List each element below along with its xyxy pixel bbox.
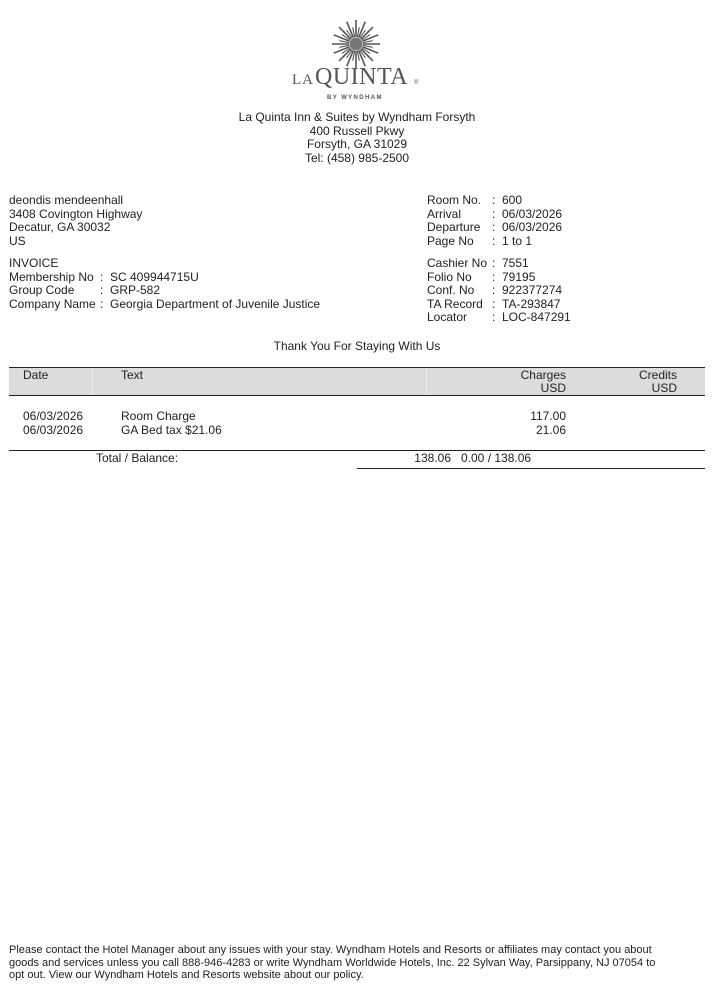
- col-header-charges-label: Charges: [520, 368, 566, 382]
- info-label: Membership No: [9, 269, 94, 284]
- col-header-date: Date: [23, 368, 49, 382]
- folio-value: 922377274: [502, 283, 563, 297]
- col-header-text: Text: [121, 368, 144, 382]
- folio-label: TA Record: [427, 296, 483, 311]
- col-header-credits-label: Credits: [638, 368, 677, 382]
- stay-value: 06/03/2026: [502, 206, 563, 221]
- hotel-address-line1: 400 Russell Pkwy: [309, 123, 405, 138]
- table-row: [23, 423, 83, 437]
- info-separator: :: [100, 296, 104, 311]
- info-row-company: [9, 298, 320, 312]
- stay-label: Arrival: [427, 206, 462, 221]
- info-separator: :: [100, 283, 104, 297]
- info-label: Group Code: [9, 283, 75, 297]
- folio-separator: :: [492, 283, 496, 297]
- folio-separator: :: [492, 296, 496, 311]
- stay-row-page: [427, 235, 562, 249]
- col-header-charges: [521, 369, 566, 394]
- sunburst-icon: [290, 18, 430, 102]
- totals-bottom-rule: [357, 468, 705, 469]
- stay-value: 600: [502, 193, 523, 207]
- invoice-title: INVOICE: [9, 256, 59, 270]
- guest-address-block: [9, 194, 142, 248]
- folio-row-conf: [427, 284, 571, 298]
- hotel-address-line2: Forsyth, GA 31029: [306, 137, 408, 152]
- folio-row-cashier: [427, 257, 571, 271]
- table-row-charges: 21.06: [535, 423, 566, 437]
- stay-row-arrival: [427, 208, 562, 222]
- folio-label: Conf. No: [427, 283, 475, 297]
- header-divider: [92, 368, 93, 395]
- folio-row-ta-record: [427, 298, 571, 312]
- stay-info-block: [427, 194, 562, 248]
- guest-country: US: [9, 233, 26, 248]
- stay-separator: :: [492, 220, 496, 234]
- folio-row-locator: [427, 311, 571, 325]
- charges-table-header: [9, 367, 705, 396]
- logo-main: QUINTA: [315, 64, 409, 90]
- info-separator: :: [100, 269, 104, 284]
- guest-name: deondis mendeenhall: [9, 193, 124, 207]
- stay-value: 1 to 1: [502, 233, 533, 248]
- total-charges: 138.06: [414, 451, 451, 465]
- stay-value: 06/03/2026: [502, 220, 563, 234]
- row-date: 06/03/2026: [23, 409, 84, 423]
- logo-prefix: LA: [292, 72, 314, 88]
- folio-value: TA-293847: [502, 296, 561, 311]
- total-credits-balance: 0.00 / 138.06: [461, 451, 532, 465]
- table-row-text: Room Charge: [121, 409, 196, 423]
- thank-you-message: Thank You For Staying With Us: [273, 339, 441, 353]
- folio-separator: :: [492, 256, 496, 270]
- hotel-name: La Quinta Inn & Suites by Wyndham Forsyth: [238, 110, 476, 124]
- guest-city: Decatur, GA 30032: [9, 220, 111, 234]
- stay-row-room: [427, 194, 562, 208]
- hotel-phone: Tel: (458) 985-2500: [304, 151, 410, 166]
- hotel-address-block: [0, 111, 714, 166]
- folio-info-block: [427, 257, 571, 325]
- col-header-credits: [639, 369, 677, 394]
- info-label: Company Name: [9, 296, 96, 311]
- row-date: 06/03/2026: [23, 423, 84, 437]
- info-row-membership: [9, 271, 320, 285]
- stay-separator: :: [492, 233, 496, 248]
- la-quinta-logo: [290, 18, 430, 102]
- info-value: Georgia Department of Juvenile Justice: [110, 296, 321, 311]
- header-divider: [426, 368, 427, 395]
- folio-separator: :: [492, 310, 496, 324]
- table-row-charges: 117.00: [530, 409, 566, 423]
- table-row-text: GA Bed tax $21.06: [121, 423, 222, 437]
- folio-row-folio: [427, 271, 571, 285]
- footer-notice: Please contact the Hotel Manager about any issues with your stay. Wyndham Hotels and Resorts or affiliates may contact you about goods and services unless you call 888-946-4283 or write Wyndham Worldwide Hotels, Inc. 22 Sylvan Way, Parsippany, NJ 07054 to opt out. View our Wyndham Hotels and Resorts website about our policy.: [9, 944, 656, 981]
- col-header-charges-currency: USD: [540, 380, 566, 395]
- info-value: SC 409944715U: [110, 269, 199, 284]
- info-value: GRP-582: [110, 283, 161, 297]
- stay-separator: :: [492, 206, 496, 221]
- folio-value: LOC-847291: [502, 310, 571, 324]
- total-balance-label: Total / Balance:: [96, 451, 179, 465]
- stay-separator: :: [492, 193, 496, 207]
- stay-row-departure: [427, 221, 562, 235]
- folio-value: 79195: [502, 269, 536, 284]
- stay-label: Page No: [427, 233, 474, 248]
- logo-tagline: BY WYNDHAM: [327, 95, 383, 101]
- folio-value: 7551: [502, 256, 529, 270]
- stay-label: Room No.: [427, 193, 482, 207]
- table-row: [23, 409, 83, 423]
- folio-label: Folio No: [427, 269, 472, 284]
- info-row-group-code: [9, 284, 320, 298]
- folio-label: Cashier No: [427, 256, 488, 270]
- stay-label: Departure: [427, 220, 481, 234]
- invoice-info-block: [9, 257, 320, 311]
- guest-street: 3408 Covington Highway: [9, 206, 143, 221]
- folio-label: Locator: [427, 310, 468, 324]
- folio-separator: :: [492, 269, 496, 284]
- logo-registered: ®: [414, 80, 419, 86]
- col-header-credits-currency: USD: [651, 380, 677, 395]
